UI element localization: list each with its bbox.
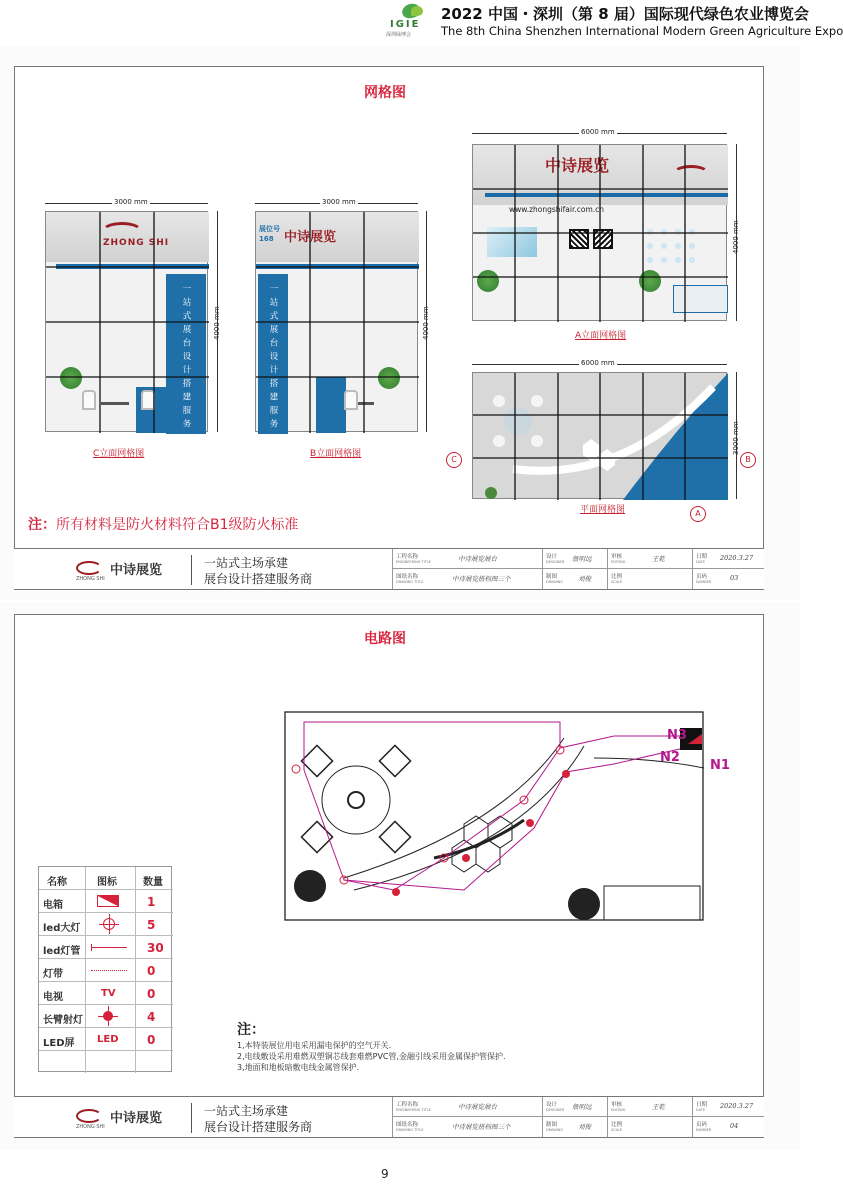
plan-view [472, 372, 727, 499]
number-label: 页码 [696, 574, 708, 580]
dim-plan-width: 6000 mm [581, 359, 615, 367]
audit-label-en: EDITING [611, 1108, 626, 1112]
legend-header-icon: 图标 [97, 877, 117, 888]
drawing-value: 中诗展览搭档图三个 [452, 575, 511, 583]
audit-label: 审核 [611, 554, 623, 560]
light-strip-icon [91, 970, 127, 971]
dim-b-height: 4000 mm [422, 306, 430, 340]
caption-plan: 平面网格图 [580, 505, 626, 515]
number-value: 04 [730, 1122, 739, 1130]
legend-table [38, 866, 172, 1072]
number-label-en: NUMBER [696, 580, 712, 584]
c-grid-lines [46, 212, 209, 433]
legend-header-qty: 数量 [143, 877, 163, 888]
project-label: 工程名称 [396, 554, 419, 560]
legend-header-name: 名称 [47, 877, 67, 888]
booth-website: www.zhongshifair.com.cn [509, 205, 605, 214]
brand-swoosh-icon [76, 561, 102, 575]
sheet-title-grid: 网格图 [364, 85, 406, 101]
brand-swoosh-icon [76, 1109, 102, 1123]
label-n1: N1 [710, 758, 730, 773]
scale-label-en: SCALE [611, 1128, 623, 1132]
elevation-mark-b: B [740, 452, 756, 468]
design-label-en: DESIGNER [546, 560, 565, 564]
project-label-en: ENGINEERING TITLE [396, 560, 431, 564]
legend-row [39, 1028, 173, 1051]
date-label: 日期 [696, 1102, 708, 1108]
tv-icon: TV [101, 988, 116, 999]
caption-b-elevation: B立面网格图 [310, 449, 362, 459]
b-grid-lines [256, 212, 419, 433]
number-value: 03 [730, 574, 739, 582]
booth-number: 168 [259, 235, 274, 243]
scale-label: 比例 [611, 574, 623, 580]
logo-cn: 中诗展览 [110, 1111, 163, 1126]
draw-label: 制图 [546, 574, 558, 580]
design-value: 詹明远 [572, 555, 592, 563]
design-value: 詹明远 [572, 1103, 592, 1111]
draw-label-en: DRAWING [546, 580, 564, 584]
logo-cn: 中诗展览 [110, 563, 163, 578]
date-label-en: DATE [696, 560, 706, 564]
design-label-en: DESIGNER [546, 1108, 565, 1112]
expo-title-en: The 8th China Shenzhen International Modern Green Agriculture Expo [441, 24, 843, 38]
drawing-value: 中诗展览搭档图三个 [452, 1123, 511, 1131]
legend-name: led灯管 [43, 946, 81, 957]
logo-en: ZHONG SHI [76, 576, 105, 582]
design-label: 设计 [546, 1102, 558, 1108]
audit-value: 王乾 [652, 1103, 665, 1111]
legend-name: 电箱 [43, 900, 63, 911]
dim-plan-height: 3000 mm [732, 421, 740, 455]
date-label: 日期 [696, 554, 708, 560]
expo-title-cn: 2022 中国・深圳（第 8 届）国际现代绿色农业博览会 [441, 5, 809, 23]
circuit-plan [284, 708, 704, 924]
scale-label-en: SCALE [611, 580, 623, 584]
brand-cn: 中诗展览 [284, 230, 337, 245]
dim-c-width: 3000 mm [114, 198, 148, 206]
date-label-en: DATE [696, 1108, 706, 1112]
led-tube-icon [91, 947, 127, 948]
legend-row [39, 1005, 173, 1028]
legend-qty: 30 [147, 941, 164, 955]
leaf-icon [411, 6, 423, 16]
legend-name: led大灯 [43, 923, 81, 934]
dim-a-width: 6000 mm [581, 128, 615, 136]
c-elevation [45, 211, 208, 432]
notes-title: 注： [237, 1022, 265, 1038]
page-header [0, 0, 843, 44]
a-grid-lines [473, 145, 728, 322]
slogan-line-1: 一站式主场承建 [204, 556, 289, 570]
label-n2: N2 [660, 750, 680, 765]
legend-row [39, 913, 173, 936]
title-block-table [392, 1097, 764, 1138]
elevation-mark-c: C [446, 452, 462, 468]
legend-name: 长臂射灯 [43, 1015, 83, 1026]
draw-label-en: DRAWING [546, 1128, 564, 1132]
note-line: 2,电线敷设采用难燃双塑铜芯线套难燃PVC管,金融引线采用金属保护管保护. [237, 1052, 506, 1061]
audit-label-en: EDITING [611, 560, 626, 564]
legend-qty: 5 [147, 918, 156, 932]
slogan-line-1: 一站式主场承建 [204, 1104, 289, 1118]
project-value: 中诗展览展台 [458, 555, 497, 563]
logo-sub: 深圳绿博会 [386, 32, 412, 38]
brand-cn: 中诗展览 [545, 156, 610, 175]
draw-value: 刘俊 [578, 1123, 591, 1131]
logo-mark: IGIE [390, 19, 421, 30]
booth-label: 展位号 [259, 225, 280, 233]
legend-row [39, 936, 173, 959]
caption-c-elevation: C立面网格图 [93, 449, 145, 459]
elevation-mark-a: A [690, 506, 706, 522]
legend-row [39, 959, 173, 982]
dim-a-height: 4000 mm [732, 220, 740, 254]
design-label: 设计 [546, 554, 558, 560]
number-label: 页码 [696, 1122, 708, 1128]
slogan-line-2: 展台设计搭建服务商 [204, 572, 313, 586]
drawing-label-en: DRAWING TITLE [396, 1128, 424, 1132]
legend-qty: 0 [147, 964, 156, 978]
project-label-en: ENGINEERING TITLE [396, 1108, 431, 1112]
audit-label: 审核 [611, 1102, 623, 1108]
dim-c-height: 4000 mm [213, 306, 221, 340]
drawing-label: 图纸名称 [396, 1122, 419, 1128]
title-block [14, 1096, 764, 1137]
number-label-en: NUMBER [696, 1128, 712, 1132]
project-value: 中诗展览展台 [458, 1103, 497, 1111]
company-logo [76, 557, 184, 583]
company-logo [76, 1105, 184, 1131]
pillar-slogan: 一站式展台设计搭建服务 [181, 284, 191, 433]
expo-logo [384, 4, 436, 38]
legend-qty: 0 [147, 987, 156, 1001]
scale-label: 比例 [611, 1122, 623, 1128]
audit-value: 王乾 [652, 555, 665, 563]
legend-qty: 0 [147, 1033, 156, 1047]
note-line: 3,地面和地板暗敷电线金属管保护. [237, 1063, 360, 1072]
date-value: 2020.3.27 [720, 554, 754, 562]
b-elevation [255, 211, 418, 432]
slogan-line-2: 展台设计搭建服务商 [204, 1120, 313, 1134]
fire-note-prefix: 注： [28, 517, 56, 533]
draw-value: 刘俊 [578, 575, 591, 583]
legend-name: 灯带 [43, 969, 63, 980]
divider [191, 555, 192, 585]
legend-name: LED屏 [43, 1038, 75, 1049]
plan-drawing [473, 373, 728, 500]
drawing-label: 图纸名称 [396, 574, 419, 580]
a-elevation [472, 144, 727, 321]
legend-name: 电视 [43, 992, 63, 1003]
label-n3: N3 [667, 728, 687, 743]
page-number: 9 [381, 1167, 389, 1181]
power-box-icon [97, 895, 119, 907]
legend-row [39, 982, 173, 1005]
title-block [14, 548, 764, 589]
fire-note [28, 514, 299, 534]
legend-qty: 4 [147, 1010, 156, 1024]
project-label: 工程名称 [396, 1102, 419, 1108]
drawing-label-en: DRAWING TITLE [396, 580, 424, 584]
logo-en: ZHONG SHI [76, 1124, 105, 1130]
pillar-slogan: 一站式展台设计搭建服务 [268, 284, 278, 433]
legend-header [39, 867, 173, 890]
caption-a-elevation: A立面网格图 [575, 331, 627, 341]
date-value: 2020.3.27 [720, 1102, 754, 1110]
legend-row [39, 890, 173, 913]
brand-en: ZHONG SHI [103, 238, 170, 248]
fire-note-text: 所有材料是防火材料符合B1级防火标准 [56, 517, 299, 533]
sheet-title-circuit: 电路图 [364, 631, 406, 647]
draw-label: 制图 [546, 1122, 558, 1128]
title-block-table [392, 549, 764, 590]
legend-qty: 1 [147, 895, 156, 909]
note-line: 1,本特装展位用电采用漏电保护的空气开关. [237, 1041, 392, 1050]
dim-b-width: 3000 mm [322, 198, 356, 206]
divider [191, 1103, 192, 1133]
led-screen-icon: LED [97, 1034, 119, 1045]
